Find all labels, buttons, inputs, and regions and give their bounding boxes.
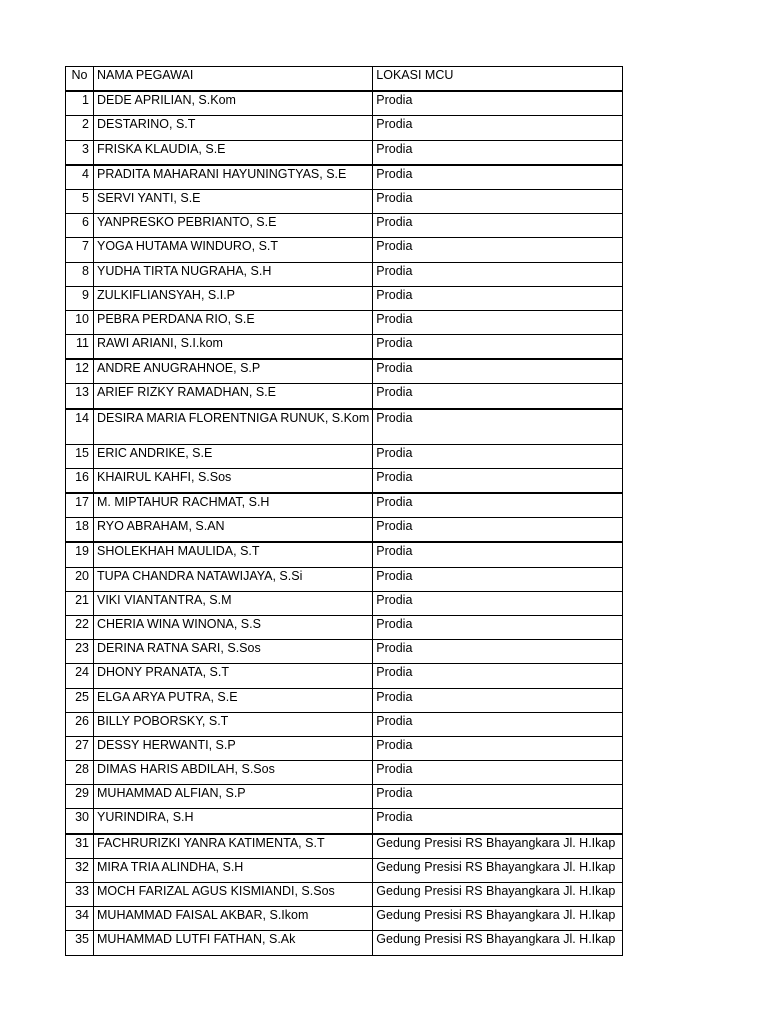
row-number-cell: 10 — [66, 310, 94, 334]
table-row — [66, 116, 623, 140]
table-row — [66, 518, 623, 543]
employee-name-cell: BILLY POBORSKY, S.T — [94, 712, 373, 736]
mcu-location-cell: Prodia — [373, 567, 623, 591]
employee-name-cell: SHOLEKHAH MAULIDA, S.T — [94, 542, 373, 567]
table-row — [66, 712, 623, 736]
employee-name-cell: YOGA HUTAMA WINDURO, S.T — [94, 238, 373, 262]
row-number-cell: 23 — [66, 640, 94, 664]
table-row — [66, 286, 623, 310]
row-number-cell: 27 — [66, 736, 94, 760]
mcu-location-cell: Prodia — [373, 542, 623, 567]
row-number-cell: 9 — [66, 286, 94, 310]
mcu-location-cell: Prodia — [373, 518, 623, 543]
row-number-cell: 14 — [66, 409, 94, 445]
mcu-location-cell: Prodia — [373, 140, 623, 165]
mcu-location-cell: Prodia — [373, 688, 623, 712]
row-number-cell: 25 — [66, 688, 94, 712]
table-row — [66, 91, 623, 116]
mcu-location-cell: Prodia — [373, 286, 623, 310]
table-row — [66, 409, 623, 445]
employee-name-cell: TUPA CHANDRA NATAWIJAYA, S.Si — [94, 567, 373, 591]
row-number-cell: 12 — [66, 359, 94, 384]
table-row — [66, 384, 623, 409]
row-number-cell: 24 — [66, 664, 94, 688]
mcu-location-cell: Prodia — [373, 384, 623, 409]
mcu-location-cell: Prodia — [373, 238, 623, 262]
table-header-row — [66, 67, 623, 92]
table-row — [66, 688, 623, 712]
row-number-cell: 11 — [66, 335, 94, 360]
mcu-location-cell: Gedung Presisi RS Bhayangkara Jl. H.Ikap — [373, 834, 623, 859]
row-number-cell: 17 — [66, 493, 94, 518]
employee-name-cell: DESSY HERWANTI, S.P — [94, 736, 373, 760]
header-lokasi-mcu: LOKASI MCU — [373, 67, 623, 92]
table-row — [66, 907, 623, 931]
mcu-location-cell: Gedung Presisi RS Bhayangkara Jl. H.Ikap — [373, 858, 623, 882]
row-number-cell: 7 — [66, 238, 94, 262]
mcu-location-cell: Gedung Presisi RS Bhayangkara Jl. H.Ikap — [373, 883, 623, 907]
employee-name-cell: YURINDIRA, S.H — [94, 809, 373, 834]
employee-name-cell: M. MIPTAHUR RACHMAT, S.H — [94, 493, 373, 518]
employee-name-cell: RAWI ARIANI, S.I.kom — [94, 335, 373, 360]
employee-mcu-table — [65, 66, 623, 956]
row-number-cell: 5 — [66, 189, 94, 213]
mcu-location-cell: Prodia — [373, 189, 623, 213]
mcu-location-cell: Prodia — [373, 359, 623, 384]
mcu-location-cell: Prodia — [373, 165, 623, 190]
employee-name-cell: ELGA ARYA PUTRA, S.E — [94, 688, 373, 712]
employee-name-cell: MUHAMMAD FAISAL AKBAR, S.Ikom — [94, 907, 373, 931]
employee-name-cell: MOCH FARIZAL AGUS KISMIANDI, S.Sos — [94, 883, 373, 907]
table-row — [66, 238, 623, 262]
employee-name-cell: DHONY PRANATA, S.T — [94, 664, 373, 688]
table-row — [66, 785, 623, 809]
mcu-location-cell: Prodia — [373, 214, 623, 238]
table-row — [66, 165, 623, 190]
employee-name-cell: MUHAMMAD ALFIAN, S.P — [94, 785, 373, 809]
employee-name-cell: YUDHA TIRTA NUGRAHA, S.H — [94, 262, 373, 286]
mcu-location-cell: Prodia — [373, 809, 623, 834]
mcu-location-cell: Prodia — [373, 615, 623, 639]
table-row — [66, 444, 623, 468]
mcu-location-cell: Gedung Presisi RS Bhayangkara Jl. H.Ikap — [373, 931, 623, 955]
employee-name-cell: MIRA TRIA ALINDHA, S.H — [94, 858, 373, 882]
row-number-cell: 29 — [66, 785, 94, 809]
employee-name-cell: ARIEF RIZKY RAMADHAN, S.E — [94, 384, 373, 409]
employee-name-cell: ANDRE ANUGRAHNOE, S.P — [94, 359, 373, 384]
mcu-location-cell: Prodia — [373, 335, 623, 360]
mcu-location-cell: Prodia — [373, 761, 623, 785]
employee-name-cell: KHAIRUL KAHFI, S.Sos — [94, 468, 373, 493]
row-number-cell: 13 — [66, 384, 94, 409]
row-number-cell: 31 — [66, 834, 94, 859]
table-row — [66, 858, 623, 882]
header-no: No — [66, 67, 94, 92]
row-number-cell: 1 — [66, 91, 94, 116]
employee-name-cell: SERVI YANTI, S.E — [94, 189, 373, 213]
employee-name-cell: DEDE APRILIAN, S.Kom — [94, 91, 373, 116]
row-number-cell: 4 — [66, 165, 94, 190]
table-row — [66, 493, 623, 518]
table-row — [66, 567, 623, 591]
mcu-location-cell: Prodia — [373, 664, 623, 688]
table-row — [66, 359, 623, 384]
table-row — [66, 468, 623, 493]
employee-name-cell: PEBRA PERDANA RIO, S.E — [94, 310, 373, 334]
table-row — [66, 761, 623, 785]
table-row — [66, 615, 623, 639]
table-row — [66, 883, 623, 907]
mcu-location-cell: Gedung Presisi RS Bhayangkara Jl. H.Ikap — [373, 907, 623, 931]
table-row — [66, 809, 623, 834]
mcu-location-cell: Prodia — [373, 91, 623, 116]
mcu-location-cell: Prodia — [373, 409, 623, 445]
employee-name-cell: PRADITA MAHARANI HAYUNINGTYAS, S.E — [94, 165, 373, 190]
mcu-location-cell: Prodia — [373, 785, 623, 809]
row-number-cell: 15 — [66, 444, 94, 468]
employee-name-cell: DIMAS HARIS ABDILAH, S.Sos — [94, 761, 373, 785]
mcu-location-cell: Prodia — [373, 493, 623, 518]
employee-name-cell: ERIC ANDRIKE, S.E — [94, 444, 373, 468]
mcu-location-cell: Prodia — [373, 640, 623, 664]
row-number-cell: 6 — [66, 214, 94, 238]
row-number-cell: 3 — [66, 140, 94, 165]
employee-name-cell: ZULKIFLIANSYAH, S.I.P — [94, 286, 373, 310]
table-row — [66, 834, 623, 859]
mcu-location-cell: Prodia — [373, 116, 623, 140]
employee-name-cell: DESIRA MARIA FLORENTNIGA RUNUK, S.Kom — [94, 409, 373, 445]
row-number-cell: 33 — [66, 883, 94, 907]
mcu-location-cell: Prodia — [373, 310, 623, 334]
table-row — [66, 262, 623, 286]
table-row — [66, 931, 623, 955]
row-number-cell: 22 — [66, 615, 94, 639]
row-number-cell: 16 — [66, 468, 94, 493]
row-number-cell: 32 — [66, 858, 94, 882]
row-number-cell: 20 — [66, 567, 94, 591]
table-row — [66, 310, 623, 334]
row-number-cell: 26 — [66, 712, 94, 736]
mcu-location-cell: Prodia — [373, 591, 623, 615]
table-row — [66, 664, 623, 688]
row-number-cell: 34 — [66, 907, 94, 931]
employee-name-cell: FRISKA KLAUDIA, S.E — [94, 140, 373, 165]
table-row — [66, 335, 623, 360]
employee-name-cell: FACHRURIZKI YANRA KATIMENTA, S.T — [94, 834, 373, 859]
employee-name-cell: DERINA RATNA SARI, S.Sos — [94, 640, 373, 664]
employee-name-cell: MUHAMMAD LUTFI FATHAN, S.Ak — [94, 931, 373, 955]
header-nama-pegawai: NAMA PEGAWAI — [94, 67, 373, 92]
table-row — [66, 542, 623, 567]
row-number-cell: 30 — [66, 809, 94, 834]
mcu-location-cell: Prodia — [373, 262, 623, 286]
mcu-location-cell: Prodia — [373, 736, 623, 760]
row-number-cell: 28 — [66, 761, 94, 785]
row-number-cell: 35 — [66, 931, 94, 955]
employee-name-cell: DESTARINO, S.T — [94, 116, 373, 140]
table-body — [66, 67, 623, 956]
employee-name-cell: YANPRESKO PEBRIANTO, S.E — [94, 214, 373, 238]
mcu-location-cell: Prodia — [373, 712, 623, 736]
row-number-cell: 8 — [66, 262, 94, 286]
row-number-cell: 2 — [66, 116, 94, 140]
employee-name-cell: VIKI VIANTANTRA, S.M — [94, 591, 373, 615]
table-row — [66, 140, 623, 165]
table-row — [66, 189, 623, 213]
mcu-location-cell: Prodia — [373, 444, 623, 468]
table-row — [66, 214, 623, 238]
row-number-cell: 21 — [66, 591, 94, 615]
employee-name-cell: RYO ABRAHAM, S.AN — [94, 518, 373, 543]
table-row — [66, 640, 623, 664]
table-row — [66, 591, 623, 615]
mcu-location-cell: Prodia — [373, 468, 623, 493]
row-number-cell: 18 — [66, 518, 94, 543]
row-number-cell: 19 — [66, 542, 94, 567]
table-row — [66, 736, 623, 760]
employee-name-cell: CHERIA WINA WINONA, S.S — [94, 615, 373, 639]
